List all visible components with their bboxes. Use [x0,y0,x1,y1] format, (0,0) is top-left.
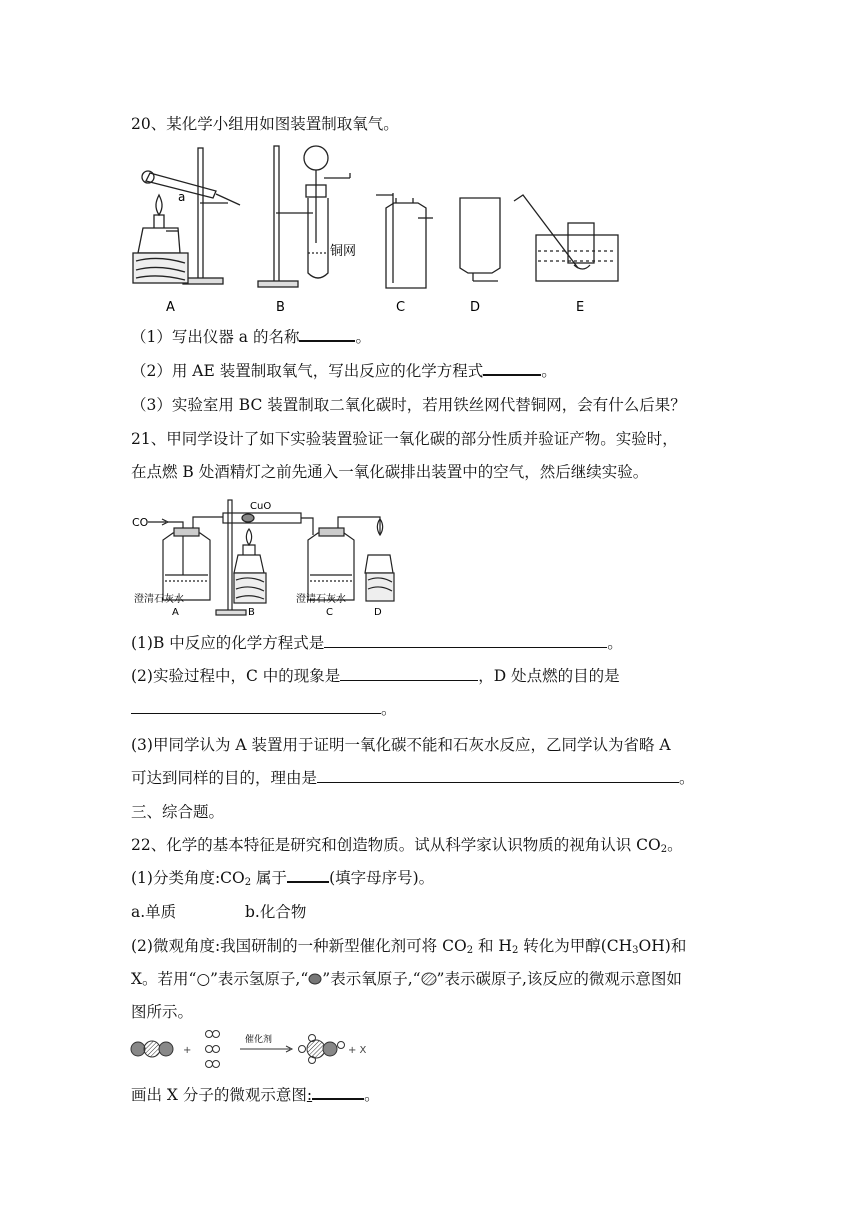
q20-fig-label-d: D [470,300,481,315]
reaction-arrow-icon [240,1046,292,1052]
q20-apparatus-figure [128,143,628,318]
q22-sub1: (1)分类角度$:CO_2$ 属于 (填字母序号)。 [131,869,435,888]
q21-sub3-blank[interactable] [317,782,679,783]
q22-option-b: b.化合物 [245,903,307,921]
q21-sub1-blank[interactable] [324,647,607,648]
q21-sub2: (2)实验过程中，C 中的现象是 ，D 处点燃的目的是 [131,667,620,685]
q20-label-copper-mesh: 铜网 [330,244,357,259]
q21-fig-label-c: C [326,607,333,618]
section-3-heading: 三、综合题。 [131,803,225,821]
q20-sub3: （3）实验室用 BC 装置制取二氧化碳时，若用铁丝网代替铜网，会有什么后果？ [131,396,686,414]
q20-fig-label-b: B [276,300,285,315]
scheme-plus: + [183,1045,192,1056]
q20-title: 20、某化学小组用如图装置制取氧气。 [131,115,399,133]
co2-molecule-icon [131,1041,173,1057]
q22-draw-x: 画出 X 分子的微观示意图: 。 [131,1086,380,1104]
q20-sub1-blank[interactable] [299,340,355,342]
q22-line1: 22、化学的基本特征是研究和创造物质。试从科学家认识物质的视角认识 $CO_2$。 [131,836,683,855]
methanol-molecule-icon [299,1035,345,1064]
q21-sub1: (1)B 中反应的化学方程式是 。 [131,634,623,652]
q22-option-a: a.单质 [131,903,177,921]
q20-fig-label-c: C [396,300,406,315]
q20-sub1: （1）写出仪器 a 的名称 。 [131,328,371,346]
q22-draw-blank[interactable] [312,1098,364,1100]
q22-sub2-line1: (2)微观角度:我国研制的一种新型催化剂可将 $CO_2$ 和 $H_2$ 转化为甲醇$(CH_3OH)$和 [131,937,687,956]
q21-sub2-blank1[interactable] [340,680,478,681]
q21-sub2-cont: 。 [131,697,860,719]
q21-fig-label-b: B [248,607,255,618]
q20-fig-label-a: A [166,300,175,315]
q22-sub2-line2: X。若用“○”表示氢原子,“ ”表示氧原子,“ ”表示碳原子,该反应的微观示意图如 [131,970,682,988]
q22-sub1-blank[interactable] [287,881,329,883]
q20-fig-label-e: E [576,300,585,315]
q22-sub2-line3: 图所示。 [131,1003,194,1021]
q21-co-label: CO [132,516,149,529]
q21-line2: 在点燃 B 处酒精灯之前先通入一氧化碳排出装置中的空气，然后继续实验。 [131,463,649,481]
q20-label-a: a [178,190,186,204]
q20-sub2: （2）用 AE 装置制取氧气，写出反应的化学方程式 。 [131,362,557,380]
oxygen-atom-icon [308,973,322,985]
scheme-catalyst-label: 催化剂 [245,1035,273,1045]
h2-molecules-icon [206,1031,220,1068]
q21-limewater-c: 澄清石灰水 [296,594,346,605]
q21-cuo-label: CuO [250,501,272,512]
q21-sub2-blank2[interactable] [131,713,381,714]
q21-sub3-line2: 可达到同样的目的，理由是 。 [131,769,695,787]
q21-limewater-a: 澄清石灰水 [134,594,184,605]
q21-sub3-line1: (3)甲同学认为 A 装置用于证明一氧化碳不能和石灰水反应，乙同学认为省略 A [131,736,671,754]
q21-fig-label-d: D [374,607,382,618]
q21-apparatus-figure [128,495,396,620]
q21-fig-label-a: A [172,607,179,618]
q22-reaction-scheme [128,1028,378,1072]
carbon-atom-icon [421,972,437,986]
q20-sub2-blank[interactable] [483,374,541,376]
q21-line1: 21、甲同学设计了如下实验装置验证一氧化碳的部分性质并验证产物。实验时， [131,430,678,448]
scheme-plus-x: + X [348,1045,367,1056]
